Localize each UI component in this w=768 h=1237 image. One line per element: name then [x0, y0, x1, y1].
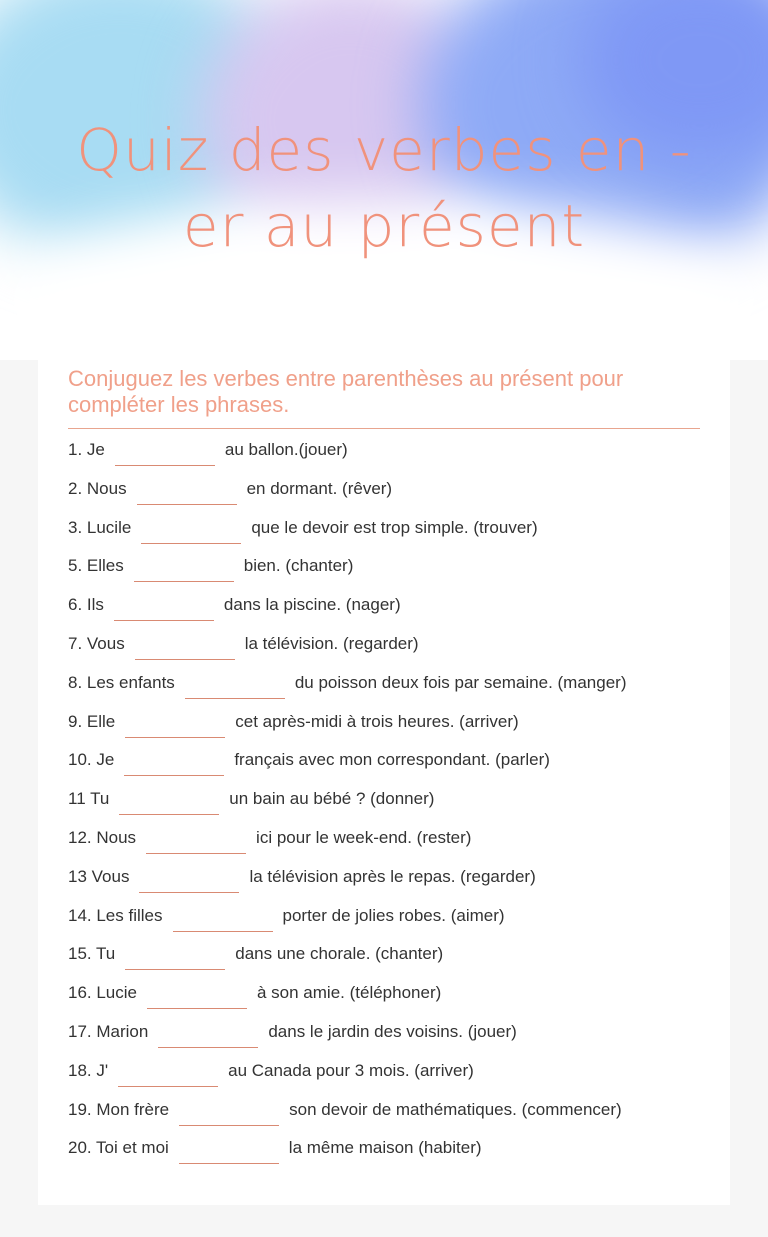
- answer-input[interactable]: [119, 789, 219, 815]
- answer-input[interactable]: [179, 1100, 279, 1126]
- question-row: [68, 1061, 627, 1100]
- question-prefix: 19. Mon frère: [68, 1099, 170, 1119]
- answer-input[interactable]: [118, 1061, 218, 1087]
- question-prefix: 11 Tu: [68, 789, 110, 809]
- question-list: [68, 440, 627, 1177]
- question-prefix: 12. Nous: [68, 827, 137, 847]
- question-suffix: à son amie. (téléphoner): [257, 983, 442, 1003]
- question-row: [68, 789, 627, 828]
- question-prefix: 10. Je: [68, 750, 115, 770]
- question-prefix: 1. Je: [68, 440, 105, 459]
- question-suffix: dans le jardin des voisins. (jouer): [268, 1021, 517, 1041]
- question-row: [68, 479, 627, 518]
- answer-input[interactable]: [115, 440, 215, 466]
- question-prefix: 13 Vous: [68, 866, 130, 886]
- question-prefix: 17. Marion: [68, 1021, 149, 1041]
- question-prefix: 7. Vous: [68, 633, 125, 653]
- question-prefix: 5. Elles: [68, 556, 124, 576]
- answer-input[interactable]: [179, 1138, 279, 1164]
- question-row: [68, 983, 627, 1022]
- question-prefix: 16. Lucie: [68, 983, 137, 1003]
- answer-input[interactable]: [185, 673, 285, 699]
- answer-input[interactable]: [141, 518, 241, 544]
- question-row: [68, 556, 627, 595]
- answer-input[interactable]: [124, 750, 224, 776]
- header-watercolor: [0, 0, 768, 360]
- question-suffix: cet après-midi à trois heures. (arriver): [235, 711, 519, 731]
- question-suffix: dans la piscine. (nager): [223, 595, 401, 615]
- question-row: [68, 944, 627, 983]
- question-prefix: 3. Lucile: [68, 517, 132, 537]
- question-suffix: du poisson deux fois par semaine. (manger): [294, 672, 627, 692]
- page-title: Quiz des verbes en -er au présent: [76, 116, 692, 260]
- question-prefix: 15. Tu: [68, 944, 116, 964]
- question-row: [68, 634, 627, 673]
- question-row: [68, 828, 627, 867]
- question-suffix: un bain au bébé ? (donner): [229, 789, 435, 809]
- answer-input[interactable]: [147, 983, 247, 1009]
- question-row: [68, 712, 627, 751]
- question-row: [68, 595, 627, 634]
- question-row: [68, 440, 627, 479]
- answer-input[interactable]: [139, 867, 239, 893]
- answer-input[interactable]: [137, 479, 237, 505]
- answer-input[interactable]: [146, 828, 246, 854]
- question-row: [68, 673, 627, 712]
- question-suffix: bien. (chanter): [243, 556, 354, 576]
- question-prefix: 8. Les enfants: [68, 672, 175, 692]
- question-suffix: que le devoir est trop simple. (trouver): [251, 517, 538, 537]
- question-suffix: la télévision. (regarder): [244, 633, 419, 653]
- question-prefix: 6. Ils: [68, 595, 104, 615]
- question-prefix: 20. Toi et moi: [68, 1138, 169, 1158]
- question-suffix: français avec mon correspondant. (parler): [234, 750, 550, 770]
- question-row: [68, 518, 627, 557]
- question-suffix: au ballon.(jouer): [224, 440, 348, 459]
- instructions: Conjuguez les verbes entre parenthèses au présent pour compléter les phrases.: [68, 366, 700, 429]
- question-suffix: porter de jolies robes. (aimer): [282, 905, 505, 925]
- answer-input[interactable]: [114, 595, 214, 621]
- quiz-card: [38, 360, 730, 1205]
- question-suffix: dans une chorale. (chanter): [235, 944, 444, 964]
- question-row: [68, 750, 627, 789]
- question-prefix: 18. J': [68, 1060, 109, 1080]
- question-suffix: au Canada pour 3 mois. (arriver): [228, 1060, 474, 1080]
- question-prefix: 2. Nous: [68, 478, 127, 498]
- answer-input[interactable]: [158, 1022, 258, 1048]
- question-suffix: ici pour le week-end. (rester): [256, 827, 472, 847]
- answer-input[interactable]: [173, 906, 273, 932]
- question-suffix: la télévision après le repas. (regarder): [249, 866, 536, 886]
- question-row: [68, 1138, 627, 1177]
- answer-input[interactable]: [134, 556, 234, 582]
- question-row: [68, 867, 627, 906]
- question-suffix: en dormant. (rêver): [246, 478, 393, 498]
- answer-input[interactable]: [135, 634, 235, 660]
- answer-input[interactable]: [125, 944, 225, 970]
- question-prefix: 9. Elle: [68, 711, 116, 731]
- question-suffix: la même maison (habiter): [288, 1138, 482, 1158]
- question-suffix: son devoir de mathématiques. (commencer): [289, 1099, 622, 1119]
- question-prefix: 14. Les filles: [68, 905, 163, 925]
- question-row: [68, 1100, 627, 1139]
- question-row: [68, 906, 627, 945]
- answer-input[interactable]: [125, 712, 225, 738]
- question-row: [68, 1022, 627, 1061]
